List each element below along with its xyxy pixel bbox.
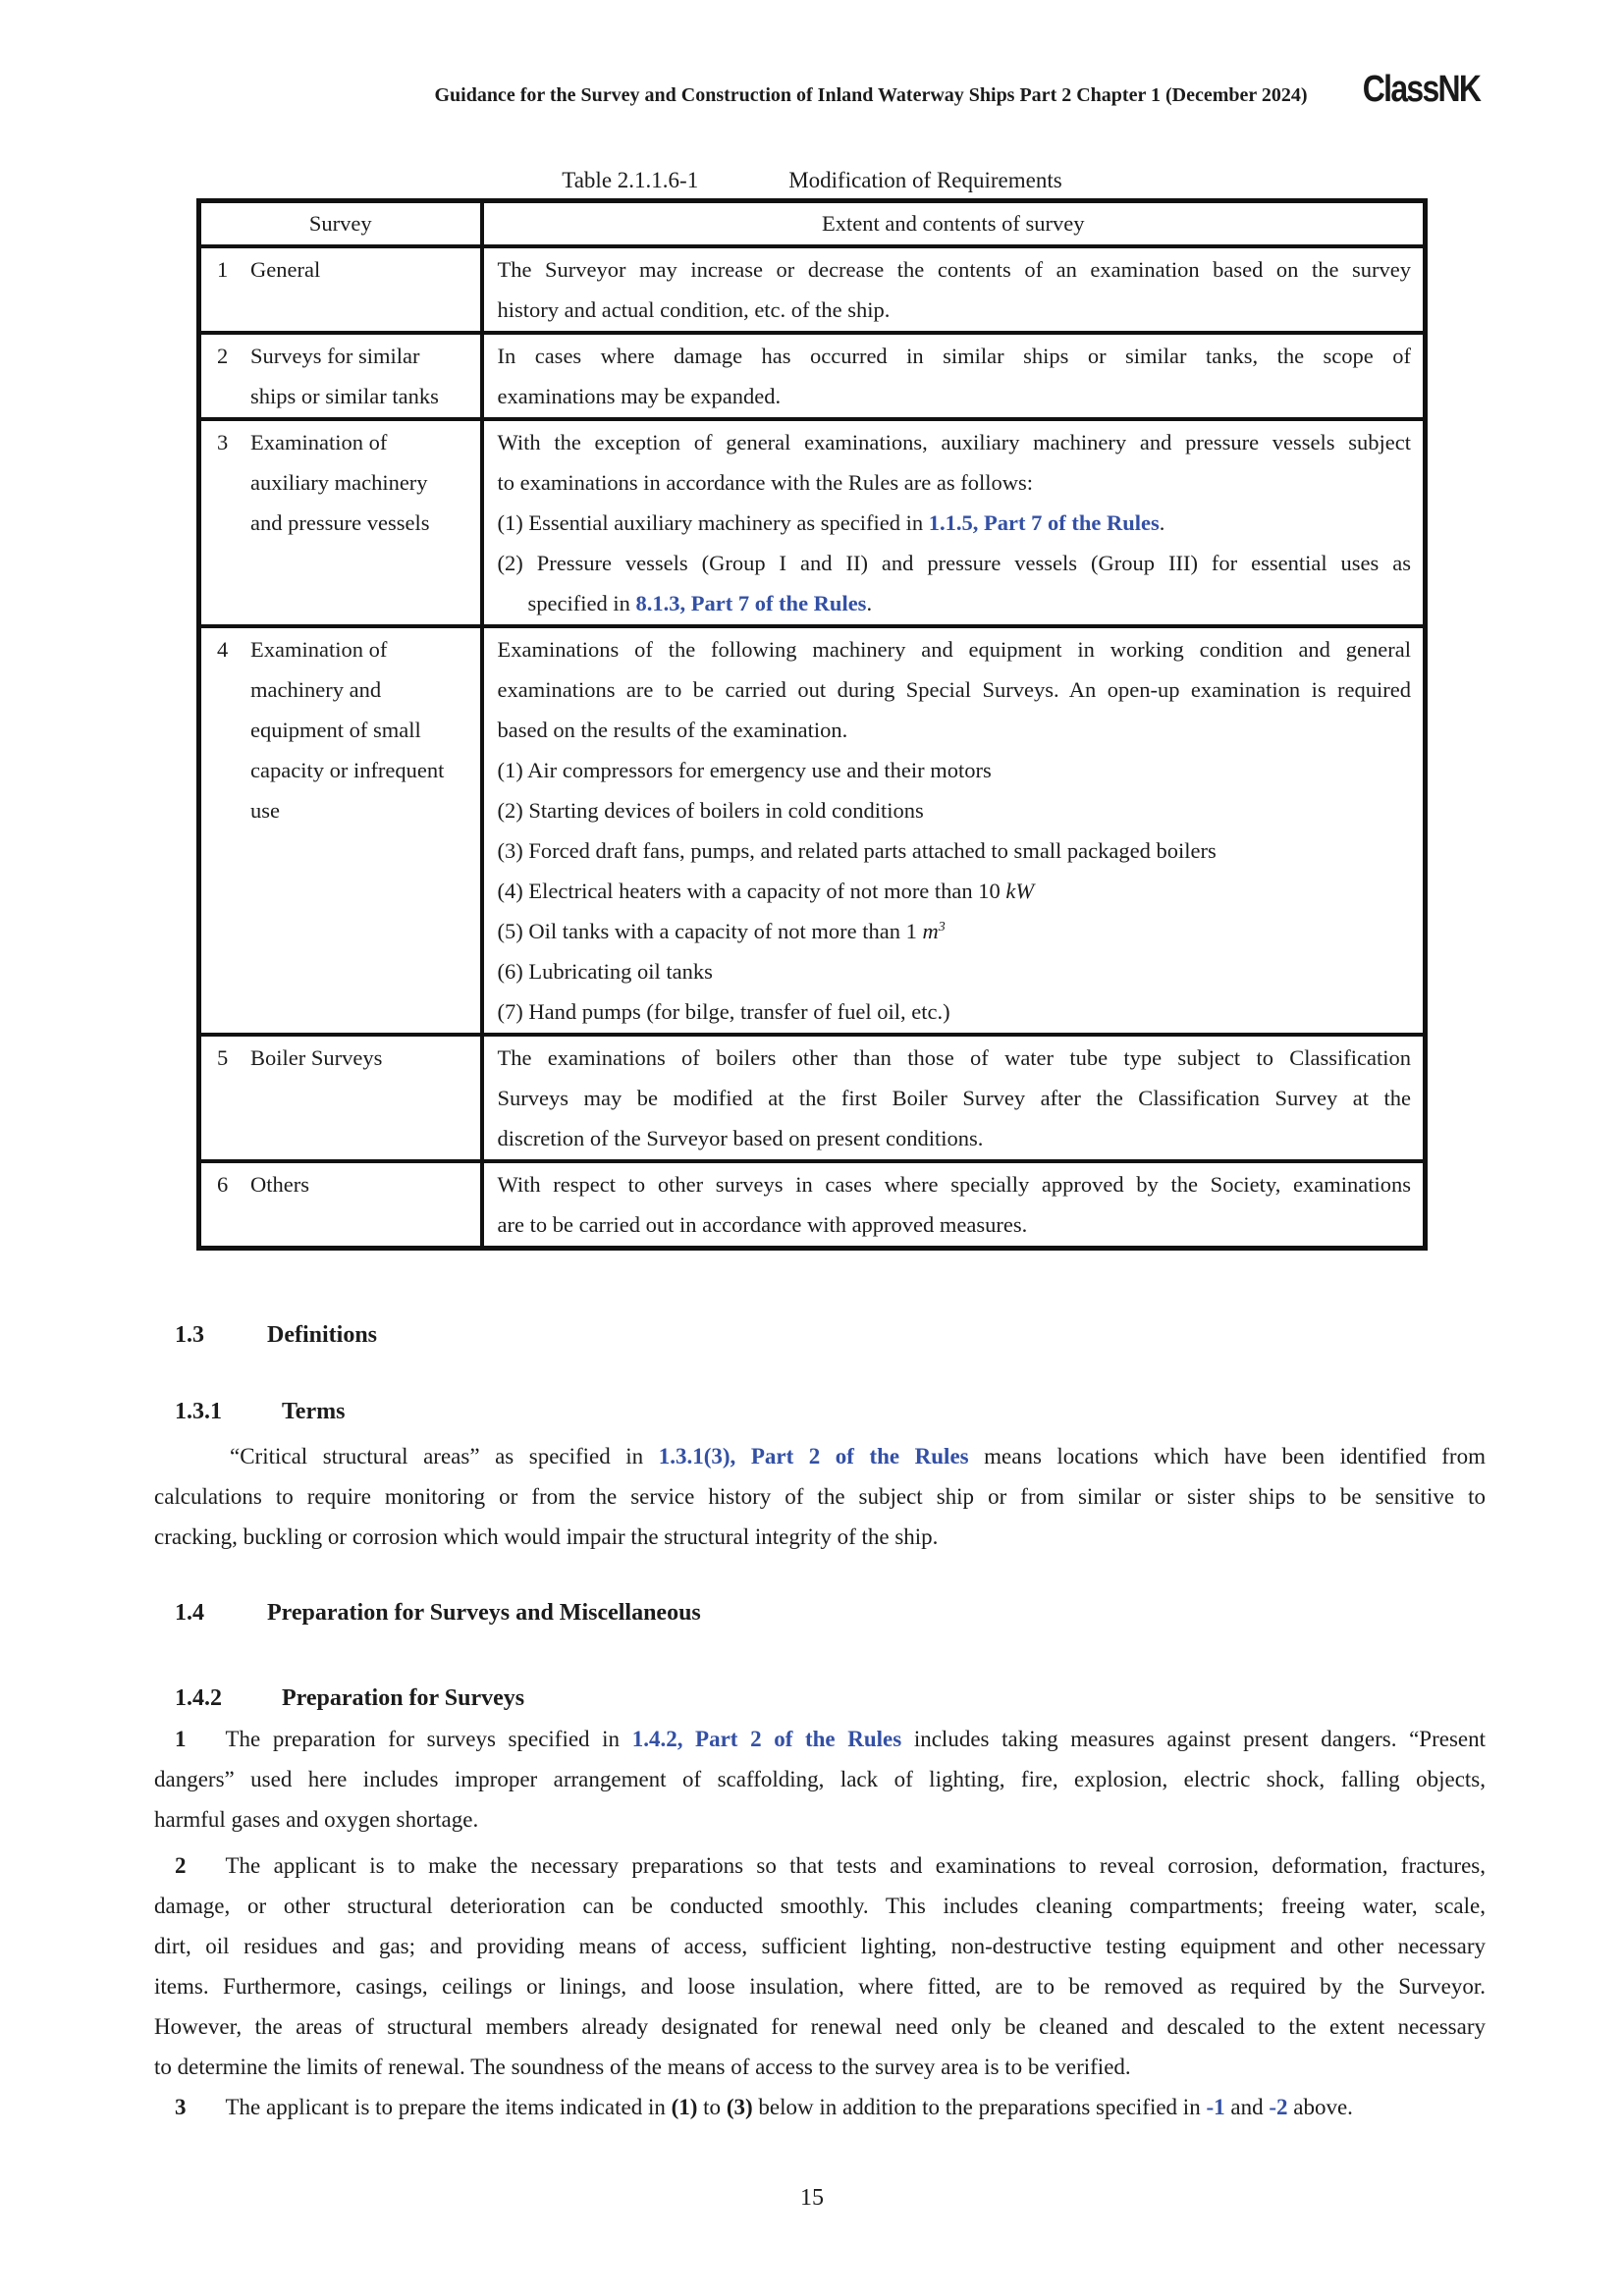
- row-number: 4: [217, 637, 229, 662]
- text-line: are to be carried out in accordance with approved measures.: [497, 1212, 1028, 1237]
- table-title-label: Table 2.1.1.6-1: [562, 168, 699, 192]
- text-line: [498, 871, 1412, 911]
- text-line: to determine the limits of renewal. The soundness of the means of access to the survey area is to be verified.: [154, 2055, 1131, 2079]
- text-block: [154, 2087, 1486, 2127]
- row-number: 3: [217, 430, 229, 454]
- text-line: ships or similar tanks: [250, 384, 439, 408]
- text-line: harmful gases and oxygen shortage.: [154, 1807, 479, 1832]
- text-line: examinations may be expanded.: [497, 384, 782, 408]
- survey-label: [250, 1038, 382, 1078]
- survey-cell: [199, 333, 482, 419]
- survey-cell: [199, 1161, 482, 1249]
- text-block: [498, 911, 1412, 951]
- text-block: [498, 249, 1412, 330]
- text-segment: .: [1159, 510, 1165, 535]
- text-line: Examination of: [250, 430, 388, 454]
- table-title: [0, 167, 1624, 194]
- survey-label: [250, 336, 439, 416]
- survey-label: [250, 249, 320, 290]
- text-block: [498, 991, 1412, 1032]
- section-number: 1.3.1: [175, 1399, 222, 1424]
- table-row: [199, 1161, 1426, 1249]
- rule-reference-link[interactable]: 1.1.5, Part 7 of the Rules: [928, 510, 1160, 535]
- section-heading-1-3: [154, 1315, 1486, 1356]
- section-title: Preparation for Surveys: [282, 1685, 525, 1711]
- text-line: to examinations in accordance with the Rules are as follows:: [497, 470, 1033, 495]
- table-title-text: Modification of Requirements: [788, 168, 1062, 192]
- survey-column-header: Survey: [199, 201, 482, 247]
- text-line: machinery and: [250, 677, 382, 702]
- text-segment: includes taking measures against present dangers. “Present: [901, 1727, 1487, 1751]
- text-line: based on the results of the examination.: [497, 718, 848, 742]
- section-title: Preparation for Surveys and Miscellaneous: [267, 1600, 701, 1626]
- text-block: [498, 422, 1412, 503]
- text-line: General: [250, 257, 321, 282]
- text-line: (6) Lubricating oil tanks: [497, 959, 713, 984]
- text-block: [498, 871, 1412, 911]
- text-block: [498, 951, 1412, 991]
- survey-label: [250, 422, 429, 543]
- text-segment: means locations which have been identified from: [968, 1444, 1486, 1468]
- text-line: [498, 911, 1412, 951]
- table-row: [199, 626, 1426, 1035]
- section-number: 1.4: [175, 1600, 204, 1626]
- text-line: [154, 1719, 1486, 1759]
- text-segment: (5) Oil tanks with a capacity of not more than 1: [497, 919, 923, 943]
- text-line: However, the areas of structural members already designated for renewal need only be cleaned and descaled to the extent necessary: [154, 2014, 1486, 2039]
- text-block: [498, 1164, 1412, 1245]
- text-block: [498, 503, 1412, 543]
- table-row: [199, 246, 1426, 333]
- text-line: Surveys may be modified at the first Boiler Survey after the Classification Survey at the: [497, 1086, 1411, 1110]
- row-number: 1: [217, 257, 229, 282]
- table-header-row: [199, 201, 1426, 247]
- extent-cell: [482, 333, 1426, 419]
- extent-cell: [482, 1161, 1426, 1249]
- text-line: discretion of the Surveyor based on present conditions.: [497, 1126, 984, 1150]
- text-segment: to: [697, 2095, 727, 2119]
- text-segment: (4) Electrical heaters with a capacity of not more than 10: [497, 879, 1006, 903]
- row-number: 2: [217, 344, 229, 368]
- row-number: 5: [217, 1045, 229, 1070]
- text-line: examinations are to be carried out during Special Surveys. An open-up examination is required: [497, 677, 1411, 702]
- rule-reference-link[interactable]: 1.3.1(3), Part 2 of the Rules: [658, 1444, 969, 1468]
- text-segment: below in addition to the preparations specified in: [752, 2095, 1207, 2119]
- text-line: history and actual condition, etc. of the ship.: [497, 297, 891, 322]
- text-segment: m: [922, 919, 939, 943]
- text-segment: and: [1224, 2095, 1270, 2119]
- preparation-paragraph-3: [154, 2087, 1486, 2127]
- paragraph-number: 1: [175, 1727, 187, 1751]
- section-title: Terms: [282, 1399, 346, 1424]
- document-header-title: Guidance for the Survey and Construction of Inland Waterway Ships Part 2 Chapter 1 (December 2024): [434, 84, 1308, 106]
- text-line: and pressure vessels: [250, 510, 430, 535]
- classnk-logo: ClassNK: [1362, 69, 1480, 110]
- text-line: With respect to other surveys in cases where specially approved by the Society, examinations: [497, 1172, 1411, 1197]
- text-block: [498, 750, 1412, 790]
- rule-reference-link[interactable]: 1.4.2, Part 2 of the Rules: [631, 1727, 902, 1751]
- survey-label: [250, 1164, 309, 1204]
- text-segment: .: [866, 591, 873, 615]
- text-line: With the exception of general examinations, auxiliary machinery and pressure vessels subject: [497, 430, 1411, 454]
- preparation-paragraph-1: [154, 1719, 1486, 1840]
- text-line: The Surveyor may increase or decrease the contents of an examination based on the survey: [497, 257, 1411, 282]
- text-line: [154, 2087, 1486, 2127]
- section-heading-1-3-1: [154, 1392, 1486, 1432]
- text-segment: The preparation for surveys specified in: [225, 1727, 632, 1751]
- text-line: equipment of small: [250, 718, 421, 742]
- survey-cell: [199, 419, 482, 626]
- text-line: auxiliary machinery: [250, 470, 428, 495]
- survey-cell: [199, 626, 482, 1035]
- text-line: 2 The applicant is to make the necessary preparations so that tests and examinations to reveal corrosion, deformation, fractures,: [175, 1853, 1486, 1878]
- text-segment: above.: [1287, 2095, 1353, 2119]
- text-line: (2) Pressure vessels (Group I and II) and pressure vessels (Group III) for essential uses as: [497, 551, 1411, 575]
- section-title: Definitions: [267, 1322, 378, 1348]
- page-number: 15: [800, 2185, 824, 2211]
- text-line: (3) Forced draft fans, pumps, and related parts attached to small packaged boilers: [497, 838, 1217, 863]
- section-number: 1.4.2: [175, 1685, 222, 1711]
- table-row: [199, 419, 1426, 626]
- text-block: [498, 543, 1412, 623]
- text-block: [498, 790, 1412, 830]
- paragraph-number: 3: [175, 2095, 187, 2119]
- text-block: [154, 1845, 1486, 2087]
- text-line: (1) Air compressors for emergency use and their motors: [497, 758, 992, 782]
- table-row: [199, 1035, 1426, 1161]
- preparation-paragraph-2: [154, 1845, 1486, 2087]
- text-line: dirt, oil residues and gas; and providing means of access, sufficient lighting, non-destructive testing equipment and other necessary: [154, 1934, 1486, 1958]
- text-line: [498, 503, 1412, 543]
- text-block: [498, 336, 1412, 416]
- section-heading-1-4: [154, 1593, 1486, 1633]
- text-line: dangers” used here includes improper arrangement of scaffolding, lack of lighting, fire, explosion, electric shock, falling objects,: [154, 1767, 1486, 1791]
- survey-cell: [199, 246, 482, 333]
- text-block: [154, 1436, 1486, 1557]
- extent-cell: [482, 626, 1426, 1035]
- text-line: [498, 583, 1412, 623]
- extent-cell: [482, 1035, 1426, 1161]
- text-block: [498, 629, 1412, 750]
- text-line: [154, 1436, 1486, 1476]
- row-number: 6: [217, 1172, 229, 1197]
- text-line: cracking, buckling or corrosion which would impair the structural integrity of the ship.: [154, 1524, 939, 1549]
- text-segment: (3): [726, 2095, 753, 2119]
- text-segment: The applicant is to prepare the items indicated in: [225, 2095, 672, 2119]
- text-block: [154, 1719, 1486, 1840]
- text-segment: 3: [938, 920, 946, 935]
- extent-cell: [482, 419, 1426, 626]
- text-segment: “Critical structural areas” as specified in: [230, 1444, 659, 1468]
- text-line: calculations to require monitoring or from the service history of the subject ship or from similar or sister ships to be sensitive to: [154, 1484, 1486, 1509]
- text-line: damage, or other structural deterioration can be conducted smoothly. This includes cleaning compartments; freeing water, scale,: [154, 1894, 1486, 1918]
- text-block: [498, 1038, 1412, 1158]
- text-line: capacity or infrequent: [250, 758, 445, 782]
- rule-reference-link[interactable]: -2: [1269, 2095, 1288, 2119]
- section-heading-1-4-2: [154, 1679, 1486, 1719]
- rule-reference-link[interactable]: 8.1.3, Part 7 of the Rules: [635, 591, 867, 615]
- text-segment: (1): [671, 2095, 698, 2119]
- text-line: Examinations of the following machinery and equipment in working condition and general: [497, 637, 1411, 662]
- text-line: (7) Hand pumps (for bilge, transfer of fuel oil, etc.): [497, 999, 950, 1024]
- text-segment: specified in: [527, 591, 636, 615]
- text-line: use: [250, 798, 280, 823]
- terms-paragraph: [154, 1436, 1486, 1557]
- text-line: In cases where damage has occurred in similar ships or similar tanks, the scope of: [497, 344, 1411, 368]
- requirements-table: [196, 198, 1428, 1251]
- text-line: (2) Starting devices of boilers in cold conditions: [497, 798, 924, 823]
- survey-label: [250, 629, 444, 830]
- text-segment: (1) Essential auxiliary machinery as specified in: [497, 510, 929, 535]
- text-line: items. Furthermore, casings, ceilings or linings, and loose insulation, where fitted, are to be removed as required by the Surveyor.: [154, 1974, 1486, 1999]
- table-row: [199, 333, 1426, 419]
- body-sections: [154, 1315, 1486, 2127]
- text-block: [498, 830, 1412, 871]
- text-line: Surveys for similar: [250, 344, 420, 368]
- text-line: Boiler Surveys: [250, 1045, 383, 1070]
- text-segment: kW: [1005, 879, 1035, 903]
- text-line: Others: [250, 1172, 309, 1197]
- extent-column-header: Extent and contents of survey: [482, 201, 1426, 247]
- text-line: The examinations of boilers other than those of water tube type subject to Classification: [497, 1045, 1411, 1070]
- survey-cell: [199, 1035, 482, 1161]
- text-line: Examination of: [250, 637, 388, 662]
- rule-reference-link[interactable]: -1: [1206, 2095, 1225, 2119]
- paragraph-number: 2: [175, 1853, 187, 1878]
- extent-cell: [482, 246, 1426, 333]
- section-number: 1.3: [175, 1322, 204, 1348]
